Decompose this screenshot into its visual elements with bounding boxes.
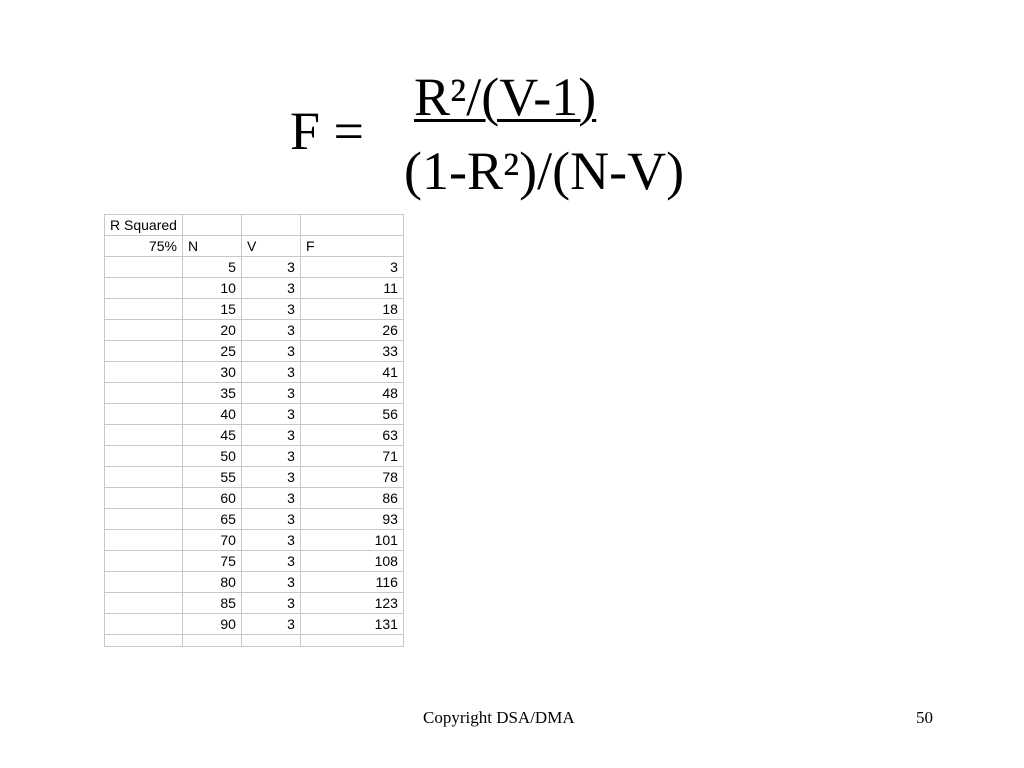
r-squared-value: 75% (105, 236, 183, 257)
cell-v: 3 (241, 509, 300, 530)
table-row (105, 446, 404, 467)
cell-f: 18 (300, 299, 403, 320)
cell-v: 3 (241, 320, 300, 341)
cell-n: 10 (182, 278, 241, 299)
table-row (105, 551, 404, 572)
empty-cell (105, 383, 183, 404)
cell-f: 26 (300, 320, 403, 341)
cell-v: 3 (241, 530, 300, 551)
cell-f: 63 (300, 425, 403, 446)
table-row (105, 257, 404, 278)
empty-cell (105, 635, 183, 647)
header-f: F (300, 236, 403, 257)
table-row (105, 341, 404, 362)
table-row (105, 614, 404, 635)
table-row (105, 320, 404, 341)
copyright-text: Copyright DSA/DMA (423, 708, 575, 727)
table-row (105, 299, 404, 320)
empty-cell (300, 635, 403, 647)
cell-v: 3 (241, 278, 300, 299)
empty-row (105, 635, 404, 647)
cell-f: 78 (300, 467, 403, 488)
cell-f: 123 (300, 593, 403, 614)
empty-cell (105, 530, 183, 551)
cell-n: 55 (182, 467, 241, 488)
cell-v: 3 (241, 362, 300, 383)
cell-n: 60 (182, 488, 241, 509)
empty-cell (105, 257, 183, 278)
empty-cell (182, 635, 241, 647)
table-row (105, 278, 404, 299)
cell-v: 3 (241, 299, 300, 320)
cell-f: 33 (300, 341, 403, 362)
empty-cell (105, 299, 183, 320)
r-squared-label: R Squared (105, 215, 183, 236)
formula-lhs: F = (290, 101, 364, 161)
cell-n: 15 (182, 299, 241, 320)
cell-n: 20 (182, 320, 241, 341)
empty-cell (105, 362, 183, 383)
cell-v: 3 (241, 341, 300, 362)
cell-n: 25 (182, 341, 241, 362)
cell-v: 3 (241, 488, 300, 509)
empty-cell (105, 467, 183, 488)
cell-n: 45 (182, 425, 241, 446)
cell-f: 56 (300, 404, 403, 425)
cell-f: 3 (300, 257, 403, 278)
empty-cell (105, 446, 183, 467)
empty-cell (105, 488, 183, 509)
formula-numerator: R²/(V-1) (414, 67, 597, 127)
cell-v: 3 (241, 257, 300, 278)
table-row (105, 467, 404, 488)
empty-cell (105, 593, 183, 614)
table-header-row (105, 236, 404, 257)
table-row (105, 572, 404, 593)
header-n: N (182, 236, 241, 257)
table-row (105, 383, 404, 404)
cell-v: 3 (241, 614, 300, 635)
empty-cell (105, 572, 183, 593)
cell-n: 40 (182, 404, 241, 425)
cell-v: 3 (241, 404, 300, 425)
table-row (105, 488, 404, 509)
empty-cell (241, 635, 300, 647)
cell-f: 71 (300, 446, 403, 467)
empty-cell (105, 320, 183, 341)
cell-v: 3 (241, 593, 300, 614)
cell-n: 65 (182, 509, 241, 530)
empty-cell (105, 341, 183, 362)
table-row (105, 530, 404, 551)
table-row (105, 362, 404, 383)
empty-cell (105, 551, 183, 572)
header-v: V (241, 236, 300, 257)
empty-cell (105, 509, 183, 530)
cell-f: 108 (300, 551, 403, 572)
cell-n: 5 (182, 257, 241, 278)
cell-f: 101 (300, 530, 403, 551)
f-statistic-table (104, 214, 404, 647)
cell-f: 131 (300, 614, 403, 635)
cell-n: 70 (182, 530, 241, 551)
empty-cell (105, 614, 183, 635)
table-title-row (105, 215, 404, 236)
cell-n: 80 (182, 572, 241, 593)
cell-v: 3 (241, 425, 300, 446)
cell-n: 50 (182, 446, 241, 467)
table-row (105, 509, 404, 530)
cell-n: 85 (182, 593, 241, 614)
cell-v: 3 (241, 572, 300, 593)
cell-f: 93 (300, 509, 403, 530)
cell-n: 75 (182, 551, 241, 572)
cell-f: 86 (300, 488, 403, 509)
cell-f: 41 (300, 362, 403, 383)
empty-cell (182, 215, 241, 236)
formula-denominator: (1-R²)/(N-V) (404, 141, 685, 201)
empty-cell (300, 215, 403, 236)
cell-v: 3 (241, 467, 300, 488)
cell-n: 90 (182, 614, 241, 635)
empty-cell (105, 425, 183, 446)
cell-f: 11 (300, 278, 403, 299)
cell-v: 3 (241, 446, 300, 467)
cell-f: 48 (300, 383, 403, 404)
cell-n: 35 (182, 383, 241, 404)
cell-v: 3 (241, 551, 300, 572)
page-number: 50 (916, 708, 933, 727)
table-row (105, 404, 404, 425)
cell-v: 3 (241, 383, 300, 404)
empty-cell (105, 404, 183, 425)
empty-cell (105, 278, 183, 299)
empty-cell (241, 215, 300, 236)
cell-n: 30 (182, 362, 241, 383)
cell-f: 116 (300, 572, 403, 593)
table-row (105, 593, 404, 614)
table-row (105, 425, 404, 446)
